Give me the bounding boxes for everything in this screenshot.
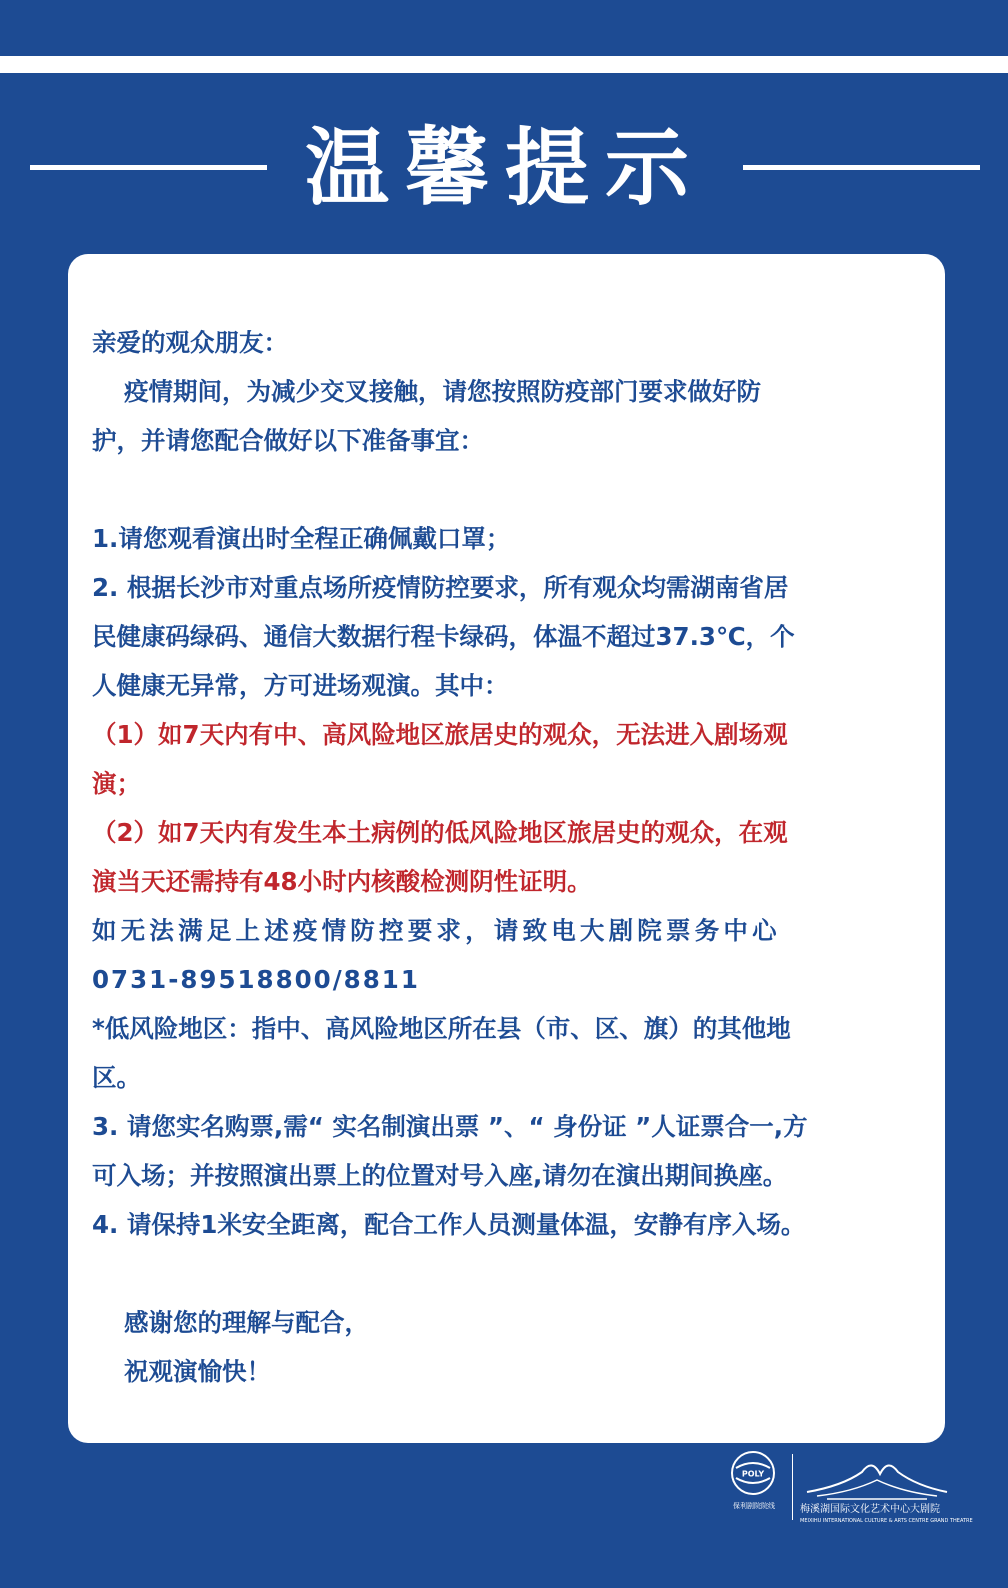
page-title: 温馨提示 [304, 119, 705, 217]
poly-logo-text: POLY [741, 1469, 765, 1479]
notice-content [92, 318, 938, 1396]
intro-line-2: 护，并请您配合做好以下准备事宜： [92, 426, 484, 455]
title-line-right [743, 165, 980, 170]
item-2-line-3: 人健康无异常，方可进场观演。其中： [92, 671, 509, 700]
thanks: 感谢您的理解与配合， [124, 1308, 369, 1337]
item-3-line-1: 3. 请您实名购票,需“ 实名制演出票 ”、“ 身份证 ”人证票合一,方 [92, 1112, 808, 1141]
greeting: 亲爱的观众朋友： [92, 328, 288, 357]
item-1: 1.请您观看演出时全程正确佩戴口罩； [92, 524, 511, 553]
item-2-line-2: 民健康码绿码、通信大数据行程卡绿码，体温不超过37.3℃，个 [92, 622, 795, 651]
red-note-1-line-1: （1）如7天内有中、高风险地区旅居史的观众，无法进入剧场观 [92, 720, 788, 749]
item-2-line-1: 2. 根据长沙市对重点场所疫情防控要求，所有观众均需湖南省居 [92, 573, 789, 602]
poly-logo-icon [730, 1450, 776, 1496]
contact-line: 如无法满足上述疫情防控要求，请致电大剧院票务中心 [92, 916, 781, 945]
footer-logos [730, 1450, 973, 1540]
red-note-1-line-2: 演； [92, 769, 141, 798]
note-line-2: 区。 [92, 1063, 141, 1092]
spacer [92, 465, 938, 514]
poly-caption: 保利剧院院线 [733, 1502, 775, 1510]
item-3-line-2: 可入场；并按照演出票上的位置对号入座,请勿在演出期间换座。 [92, 1161, 788, 1190]
intro-line-1: 疫情期间，为减少交叉接触，请您按照防疫部门要求做好防 [124, 377, 761, 406]
theatre-caption-en: MEIXIHU INTERNATIONAL CULTURE & ARTS CENTRE GRAND THEATRE [800, 1518, 973, 1524]
red-note-2-line-1: （2）如7天内有发生本土病例的低风险地区旅居史的观众，在观 [92, 818, 788, 847]
top-stripe [0, 56, 1008, 73]
note-line-1: *低风险地区：指中、高风险地区所在县（市、区、旗）的其他地 [92, 1014, 791, 1043]
contact-phone: 0731-89518800/8811 [92, 965, 420, 994]
theatre-caption: 梅溪湖国际文化艺术中心大剧院 [800, 1504, 940, 1515]
spacer [92, 1249, 938, 1298]
title-row [0, 118, 1008, 238]
wish: 祝观演愉快！ [124, 1357, 271, 1386]
red-note-2-line-2: 演当天还需持有48小时内核酸检测阴性证明。 [92, 867, 592, 896]
title-line-left [30, 165, 267, 170]
item-4: 4. 请保持1米安全距离，配合工作人员测量体温，安静有序入场。 [92, 1210, 806, 1239]
theatre-logo-icon [802, 1452, 952, 1502]
footer-divider [792, 1454, 793, 1520]
